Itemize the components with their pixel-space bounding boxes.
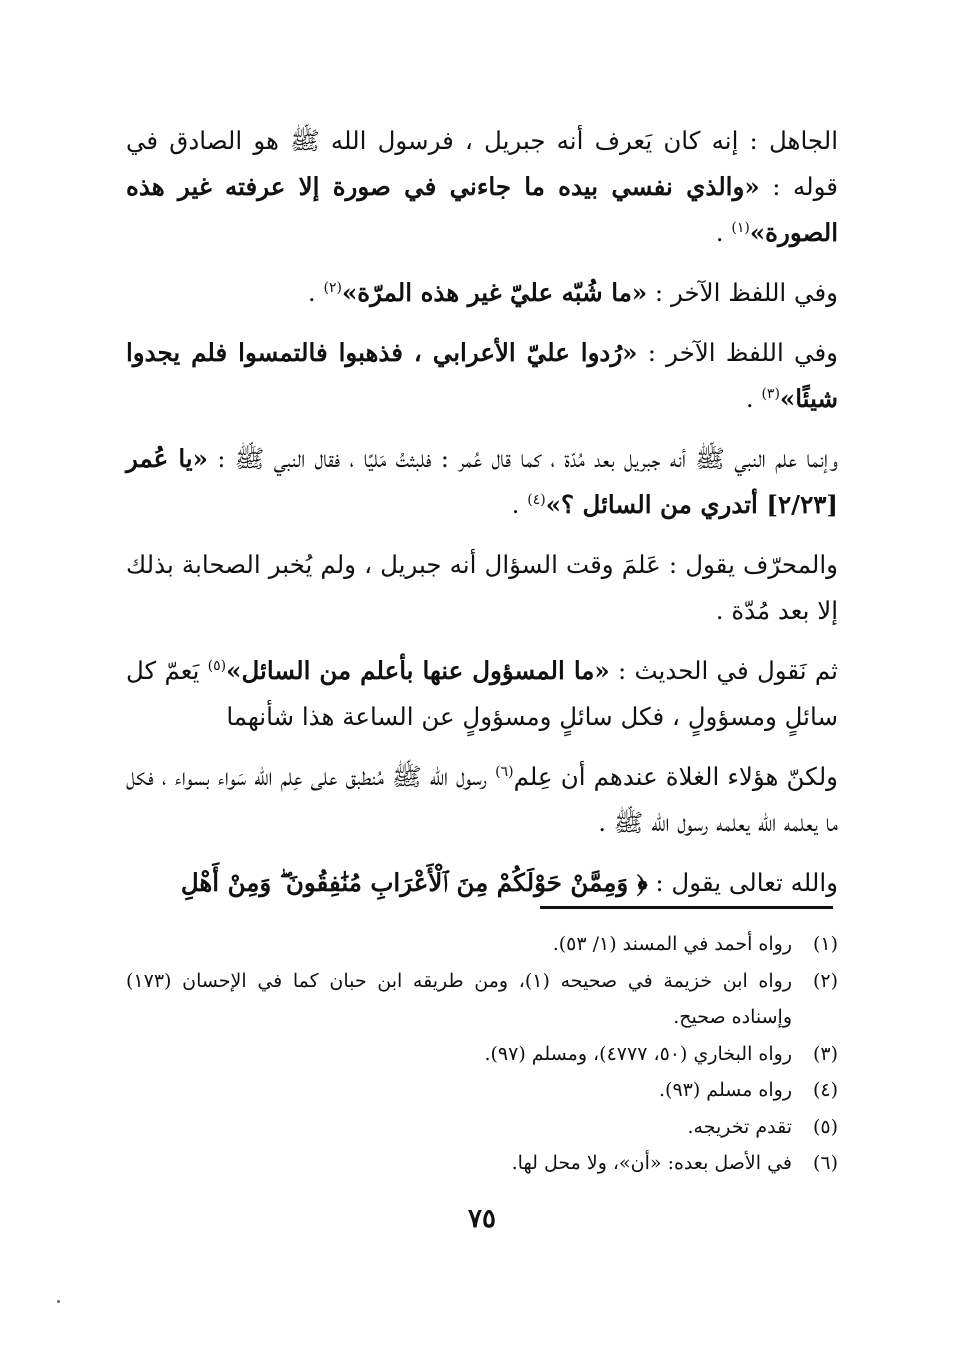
footnote-ref-2[interactable]: (٢) [323, 279, 342, 296]
paragraph-3: وفي اللفظ الآخر : «رُدوا عليّ الأعرابي ، فذهبوا فالتمسوا فلم يجدوا شيئًا»$^{(٣)}$ . [126, 338, 838, 413]
paragraph-1: الجاهل : إنه كان يَعرف أنه جبريل ، فرسول الله ﷺ هو الصادق في قوله : «والذي نفسي بيده ما جاءني في صورة إلا عرفته غير هذه الصورة»$^{(١)}$ . [126, 126, 838, 247]
footnote-ref-6[interactable]: (٦) [495, 763, 514, 780]
footnotes [126, 926, 838, 1182]
footnote-item [126, 1072, 838, 1109]
paragraph-6: ثم نَقول في الحديث : «ما المسؤول عنها بأعلم من السائل»$^{(٥)}$ يَعمّ كل سائلٍ ومسؤولٍ ، فكل سائلٍ ومسؤولٍ عن الساعة هذا شأنهما [126, 656, 838, 731]
hadith-quote: «ما المسؤول عنها بأعلم من السائل» [226, 656, 610, 685]
footnote-number: (١) [812, 933, 838, 955]
scan-speck [57, 1300, 60, 1303]
footnote-ref-5[interactable]: (٥) [207, 657, 227, 674]
quran-verse: ﴿ وَمِمَّنْ حَوْلَكُمْ مِنَ ٱلْأَعْرَابِ مُنَٰفِقُونَ ۖ وَمِنْ أَهْلِ [180, 868, 648, 897]
footnote-text: تقدم تخريجه. [687, 1115, 792, 1138]
footnote-item [126, 1145, 838, 1182]
footnote-number: (٣) [812, 1042, 838, 1065]
footnote-number: (٥) [812, 1115, 838, 1138]
footnote-text: في الأصل بعده: «أن»، ولا محل لها. [511, 1152, 792, 1174]
footnote-text: رواه ابن خزيمة في صحيحه (١)، ومن طريقه ابن حبان كما في الإحسان (١٧٣) وإسناده صحيح. [126, 969, 793, 1028]
hadith-quote: «ما شُبّه عليّ غير هذه المرّة» [341, 278, 648, 307]
footnote-item [126, 926, 838, 963]
footnote-text: رواه أحمد في المسند (١/ ٥٣). [552, 933, 792, 955]
footnote-ref-3[interactable]: (٣) [761, 385, 780, 402]
hadith-quote: «يا عُمر [٢/٢٣] أتدري من السائل ؟» [126, 444, 838, 519]
footnote-item [126, 963, 838, 1036]
footnote-number: (٢) [812, 969, 838, 992]
hadith-quote: «رُدوا عليّ الأعرابي ، فذهبوا فالتمسوا فلم يجدوا شيئًا» [126, 338, 838, 413]
footnote-divider [540, 906, 833, 909]
footnote-text: رواه مسلم (٩٣). [658, 1079, 792, 1101]
footnote-item [126, 1109, 838, 1146]
footnote-ref-4[interactable]: (٤) [527, 491, 546, 508]
page-number: ٧٥ [468, 1204, 496, 1234]
paragraph-2: وفي اللفظ الآخر : «ما شُبّه عليّ غير هذه المرّة»$^{(٢)}$ . [307, 278, 838, 307]
paragraph-8: والله تعالى يقول : ﴿ وَمِمَّنْ حَوْلَكُمْ مِنَ ٱلْأَعْرَابِ مُنَٰفِقُونَ ۖ وَمِنْ أَهْلِ [180, 868, 838, 897]
main-text [126, 118, 838, 916]
footnote-item [126, 1036, 838, 1073]
paragraph-5: والمحرّف يقول : عَلمَ وقت السؤال أنه جبريل ، ولم يُخبر الصحابة بذلك إلا بعد مُدّة . [126, 550, 838, 625]
footnote-text: رواه البخاري (٥٠، ٤٧٧٧)، ومسلم (٩٧). [484, 1042, 792, 1065]
footnote-number: (٤) [812, 1079, 838, 1101]
footnote-ref-1[interactable]: (١) [731, 219, 750, 236]
hadith-quote: «والذي نفسي بيده ما جاءني في صورة إلا عرفته غير هذه الصورة» [126, 172, 838, 247]
paragraph-7: ولكنّ هؤلاء الغلاة عندهم أن عِلم$^{(٦)}$ رسول الله ﷺ مُنطبق على عِلم الله سَواء بسواء ، فكل ما يعلمه الله يعلمه رسول الله ﷺ . [126, 762, 838, 837]
paragraph-4: وإنما علم النبي ﷺ أنه جبريل بعد مُدّة ، كما قال عُمر : فلبثتُ مَليًا ، فقال النبي ﷺ : «يا عُمر [٢/٢٣] أتدري من السائل ؟»$^{(٤)}$ . [126, 444, 838, 519]
footnote-number: (٦) [812, 1152, 838, 1174]
